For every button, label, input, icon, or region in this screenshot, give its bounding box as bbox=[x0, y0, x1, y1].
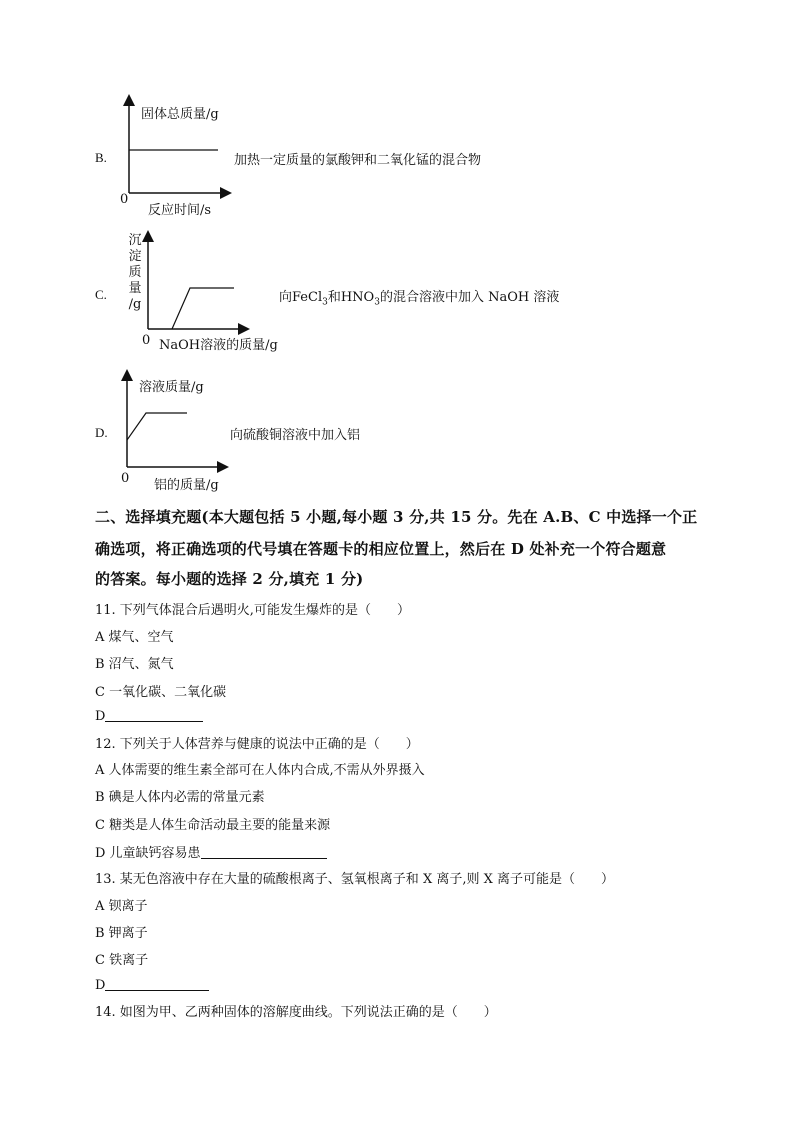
graph-c-ylabel-char: 淀 bbox=[128, 249, 142, 264]
option-d-label: D bbox=[95, 978, 106, 993]
graph-c-ylabel-char: 质 bbox=[128, 265, 142, 280]
answer-blank[interactable] bbox=[201, 844, 327, 859]
option-b: B 钾离子 bbox=[95, 926, 148, 941]
graph-d-origin: 0 bbox=[121, 471, 130, 486]
graph-d-xlabel: 铝的质量/g bbox=[154, 478, 219, 493]
graph-d-description: 向硫酸铜溶液中加入铝 bbox=[230, 428, 361, 443]
option-c-letter: C. bbox=[95, 287, 107, 302]
graph-c-ylabel-char: 沉 bbox=[128, 233, 142, 248]
option-c: C 铁离子 bbox=[95, 953, 149, 968]
graph-b-ylabel: 固体总质量/g bbox=[141, 107, 219, 122]
question-stem: 13. 某无色溶液中存在大量的硫酸根离子、氢氧根离子和 X 离子,则 X 离子可能是（ ） bbox=[95, 872, 614, 887]
section-heading-line: 确选项，将正确选项的代号填在答题卡的相应位置上，然后在 D 处补充一个符合题意 bbox=[95, 540, 667, 558]
option-c: C 一氧化碳、二氧化碳 bbox=[95, 685, 227, 700]
graph-c-ylabel-char: /g bbox=[128, 297, 142, 312]
graph-c-desc-sub2: 3 bbox=[374, 297, 380, 308]
section-heading-line: 二、选择填充题(本大题包括 5 小题,每小题 3 分,共 15 分。先在 A.B、C 中选择一个正 bbox=[95, 508, 698, 526]
option-a: A 钡离子 bbox=[95, 899, 148, 914]
option-d-label: D bbox=[95, 709, 106, 724]
option-d-label: D 儿童缺钙容易患 bbox=[95, 846, 201, 861]
option-a: A 人体需要的维生素全部可在人体内合成,不需从外界摄入 bbox=[95, 763, 425, 778]
graph-c-desc-mid: 和HNO bbox=[327, 290, 375, 305]
option-b: B 碘是人体内必需的常量元素 bbox=[95, 790, 265, 805]
graph-c-ylabel-char: 量 bbox=[128, 281, 142, 296]
answer-blank[interactable] bbox=[105, 976, 209, 991]
option-b: B 沼气、氮气 bbox=[95, 657, 174, 672]
option-d bbox=[95, 842, 327, 861]
graph-c-origin: 0 bbox=[142, 333, 151, 348]
graph-c-desc-suffix: 的混合溶液中加入 NaOH 溶液 bbox=[379, 290, 560, 305]
graph-b-description: 加热一定质量的氯酸钾和二氧化锰的混合物 bbox=[234, 153, 482, 168]
graph-d-curve bbox=[127, 413, 187, 440]
question-stem: 11. 下列气体混合后遇明火,可能发生爆炸的是（ ） bbox=[95, 603, 410, 618]
question-stem: 12. 下列关于人体营养与健康的说法中正确的是（ ） bbox=[95, 737, 419, 752]
graph-c-desc-sub1: 3 bbox=[322, 297, 328, 308]
option-c: C 糖类是人体生命活动最主要的能量来源 bbox=[95, 818, 331, 833]
option-d bbox=[95, 707, 203, 724]
graph-d-ylabel: 溶液质量/g bbox=[139, 380, 204, 395]
option-d bbox=[95, 976, 209, 993]
graph-b-origin: 0 bbox=[120, 192, 129, 207]
question-stem: 14. 如图为甲、乙两种固体的溶解度曲线。下列说法正确的是（ ） bbox=[95, 1005, 497, 1020]
answer-blank[interactable] bbox=[105, 707, 203, 722]
option-a: A 煤气、空气 bbox=[95, 630, 174, 645]
graph-b-xlabel: 反应时间/s bbox=[148, 203, 212, 218]
option-b-letter: B. bbox=[95, 150, 107, 165]
option-d-letter: D. bbox=[95, 425, 108, 440]
section-heading-line: 的答案。每小题的选择 2 分,填充 1 分) bbox=[95, 570, 364, 588]
graph-c-desc-prefix: 向FeCl bbox=[279, 290, 323, 305]
graph-c-xlabel: NaOH溶液的质量/g bbox=[159, 338, 278, 353]
